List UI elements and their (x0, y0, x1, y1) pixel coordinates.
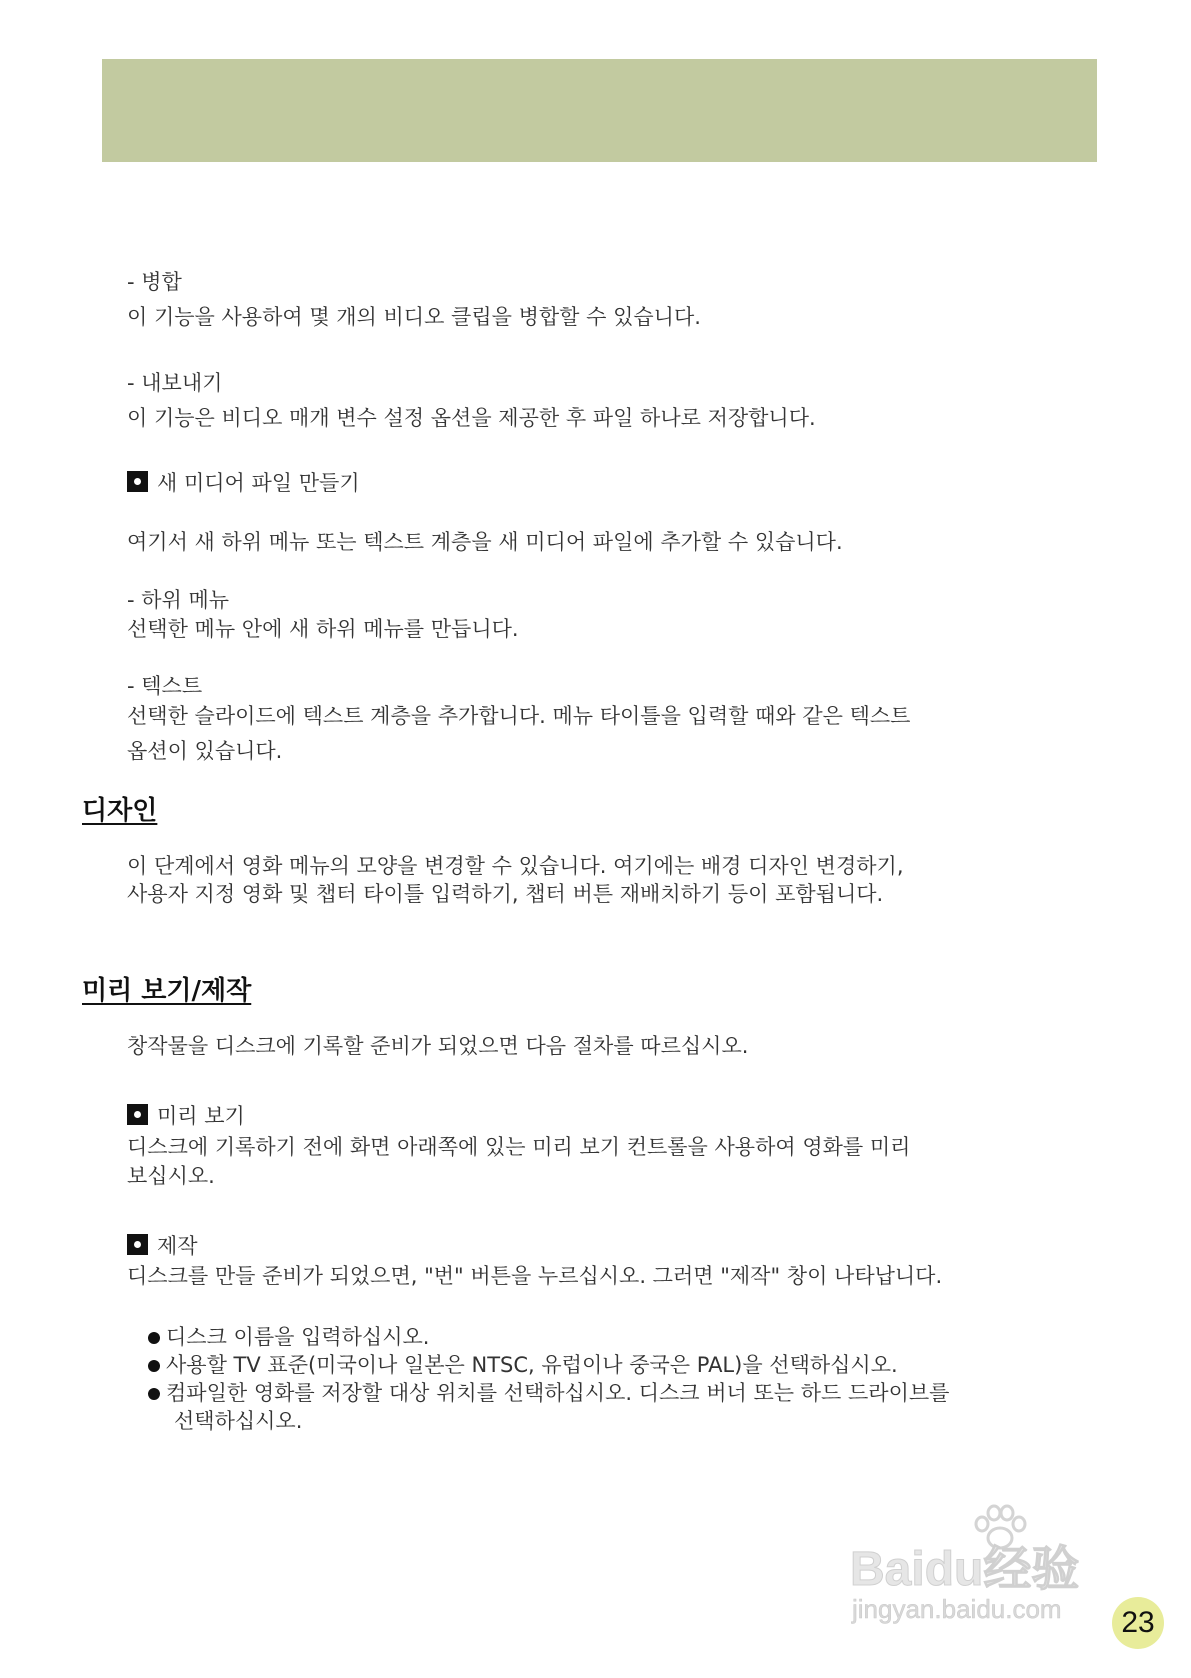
merge-title: - 병합 (127, 270, 182, 294)
design-line2: 사용자 지정 영화 및 챕터 타이틀 입력하기, 챕터 버튼 재배치하기 등이 포함됩니다. (127, 882, 884, 906)
watermark-brand: Baidu经验 (850, 1543, 1080, 1596)
new-media-title: 새 미디어 파일 만들기 (157, 471, 360, 495)
bullet-dot-icon (148, 1360, 160, 1372)
preview-line1: 디스크에 기록하기 전에 화면 아래쪽에 있는 미리 보기 컨트롤을 사용하여 영화를 미리 (127, 1135, 911, 1159)
list-item: 디스크 이름을 입력하십시오. (148, 1323, 429, 1351)
export-title: - 내보내기 (127, 371, 223, 395)
preview-heading (127, 1100, 245, 1132)
text-desc-line2: 옵션이 있습니다. (127, 739, 283, 763)
new-media-desc: 여기서 새 하위 메뉴 또는 텍스트 계층을 새 미디어 파일에 추가할 수 있습니다. (127, 530, 843, 554)
bullet-dot-icon (148, 1332, 160, 1344)
preview-title: 미리 보기 (157, 1104, 245, 1128)
bullet-dot-icon (148, 1388, 160, 1400)
list-item: 사용할 TV 표준(미국이나 일본은 NTSC, 유럽이나 중국은 PAL)을 선택하십시오. (148, 1351, 898, 1379)
header-band (102, 59, 1097, 162)
make-desc: 디스크를 만들 준비가 되었으면, "번" 버튼을 누르십시오. 그러면 "제작" 창이 나타납니다. (127, 1264, 943, 1288)
export-desc: 이 기능은 비디오 매개 변수 설정 옵션을 제공한 후 파일 하나로 저장합니다. (127, 406, 816, 430)
page-number: 23 (1112, 1597, 1164, 1649)
preview-make-intro: 창작물을 디스크에 기록할 준비가 되었으면 다음 절차를 따르십시오. (127, 1034, 749, 1058)
square-bullet-icon (127, 471, 148, 492)
watermark-url: jingyan.baidu.com (852, 1594, 1062, 1624)
design-heading: 디자인 (82, 796, 158, 826)
make-heading (127, 1230, 198, 1262)
submenu-title: - 하위 메뉴 (127, 588, 230, 612)
design-line1: 이 단계에서 영화 메뉴의 모양을 변경할 수 있습니다. 여기에는 배경 디자인 변경하기, (127, 854, 904, 878)
new-media-heading (127, 467, 360, 499)
merge-desc: 이 기능을 사용하여 몇 개의 비디오 클립을 병합할 수 있습니다. (127, 305, 701, 329)
baidu-watermark (850, 1530, 1120, 1640)
square-bullet-icon (127, 1104, 148, 1125)
make-title: 제작 (157, 1234, 198, 1258)
list-item-continuation: 선택하십시오. (174, 1409, 303, 1433)
preview-line2: 보십시오. (127, 1164, 215, 1188)
list-item: 컴파일한 영화를 저장할 대상 위치를 선택하십시오. 디스크 버너 또는 하드 드라이브를 (148, 1379, 949, 1407)
preview-make-heading: 미리 보기/제작 (82, 976, 252, 1006)
submenu-desc: 선택한 메뉴 안에 새 하위 메뉴를 만듭니다. (127, 617, 519, 641)
square-bullet-icon (127, 1234, 148, 1255)
text-desc-line1: 선택한 슬라이드에 텍스트 계층을 추가합니다. 메뉴 타이틀을 입력할 때와 같은 텍스트 (127, 704, 911, 728)
text-title: - 텍스트 (127, 674, 203, 698)
